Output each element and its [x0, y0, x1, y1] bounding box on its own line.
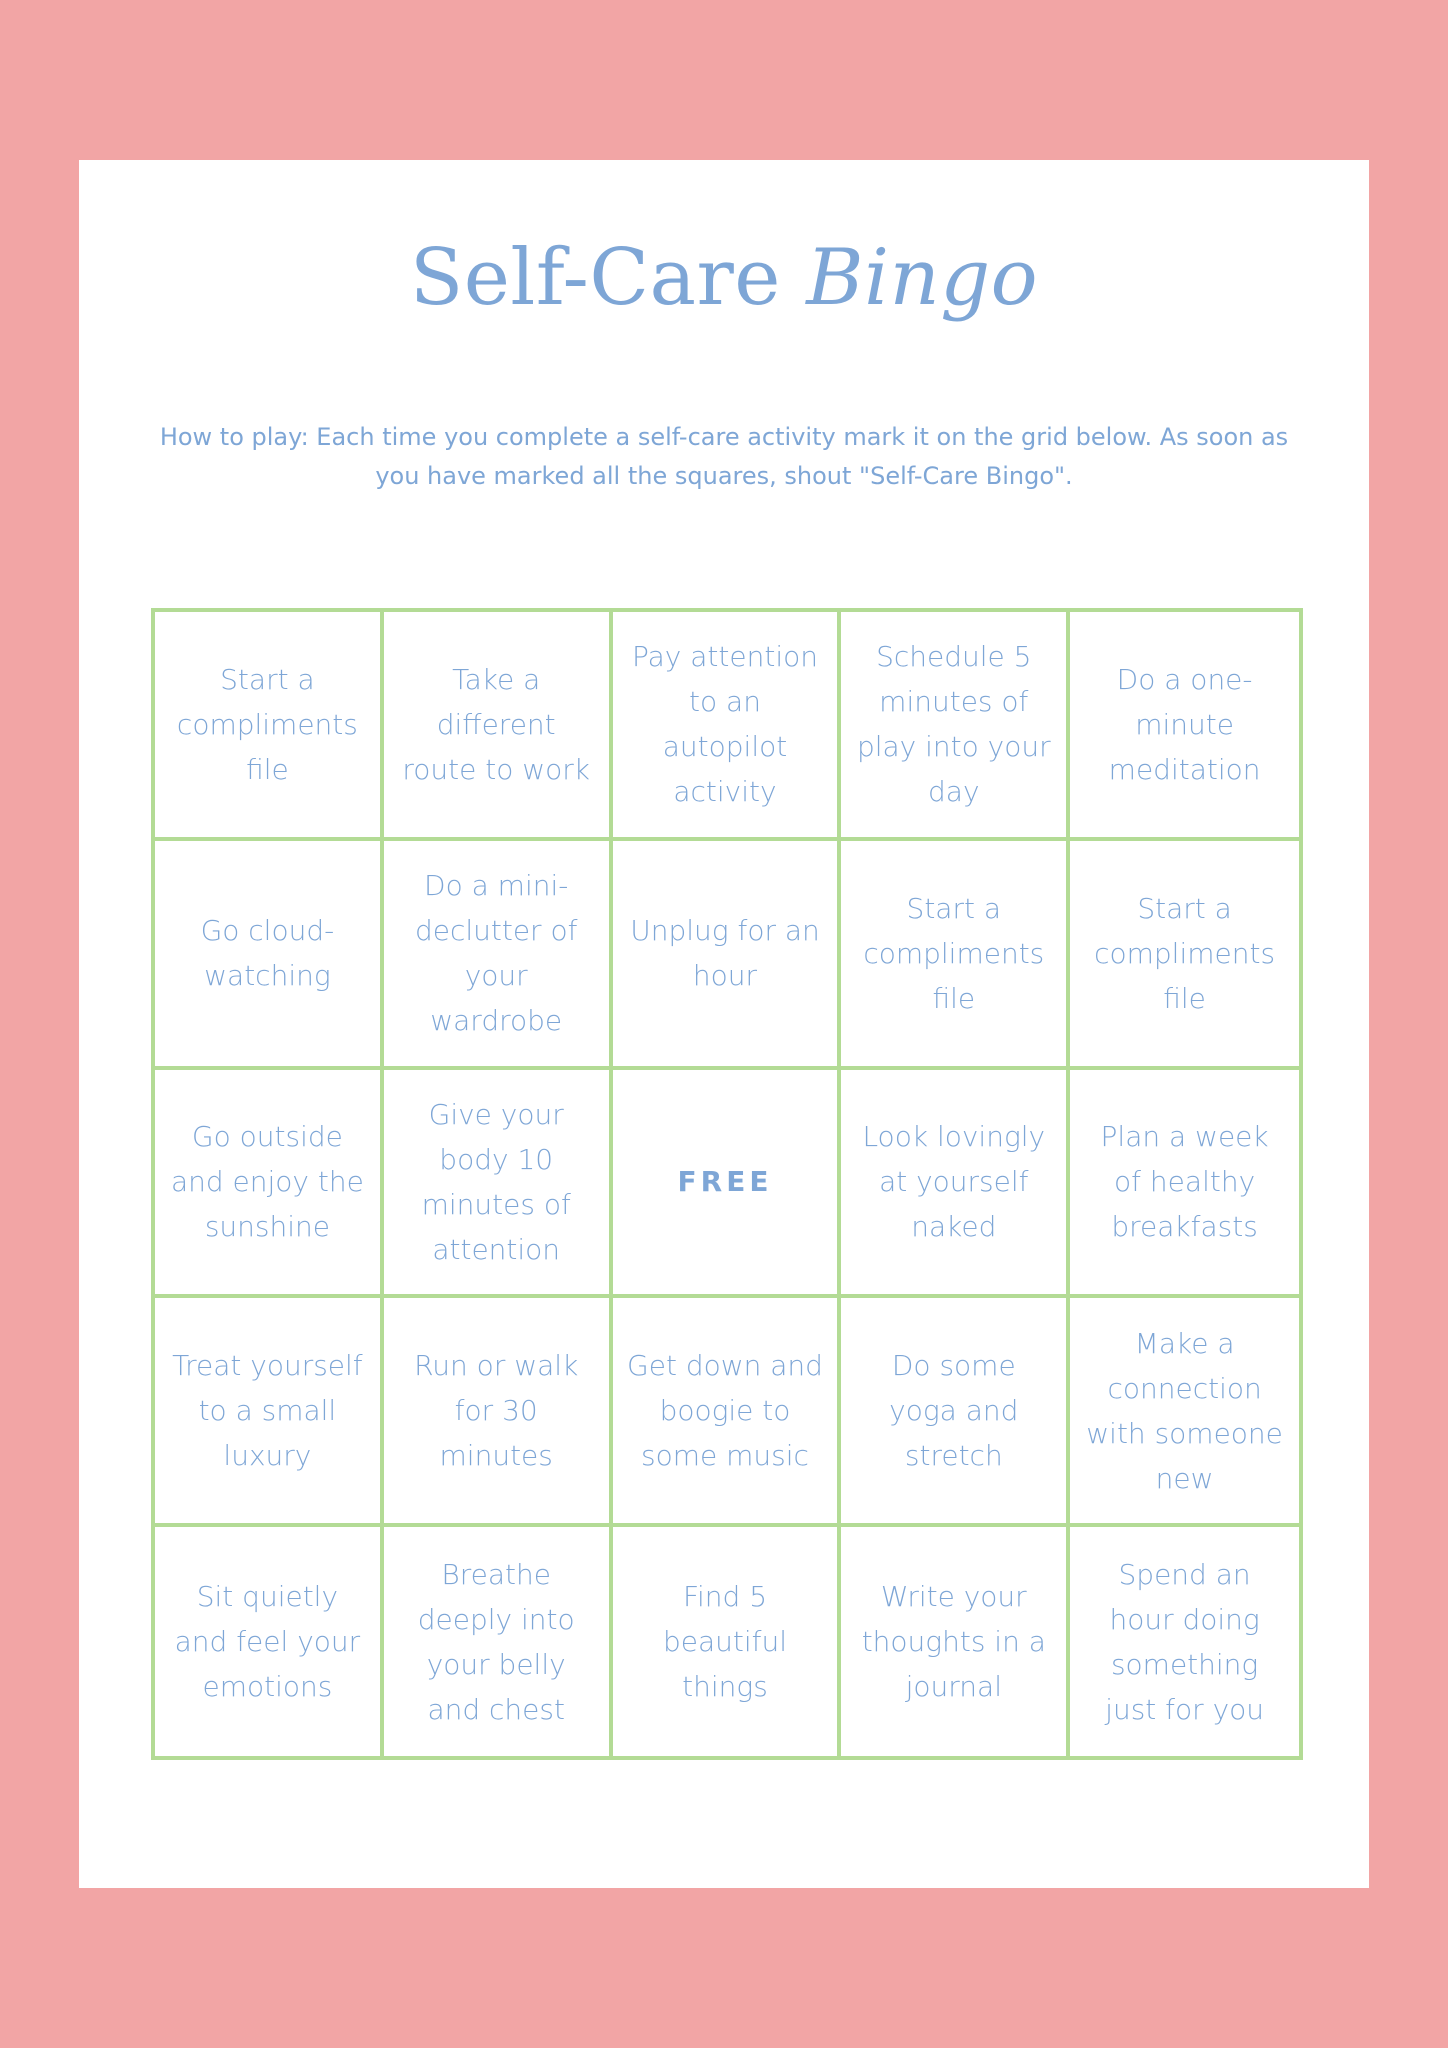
bingo-cell[interactable]: Do a one-minute meditation [1070, 612, 1299, 841]
bingo-cell[interactable]: Take a different route to work [384, 612, 613, 841]
bingo-cell[interactable]: Breathe deeply into your belly and chest [384, 1527, 613, 1756]
title-italic: Bingo [806, 233, 1039, 323]
bingo-cell[interactable]: Find 5 beautiful things [613, 1527, 842, 1756]
page-title [0, 228, 1448, 328]
title-regular: Self-Care [409, 233, 781, 323]
bingo-cell[interactable]: Do a mini-declutter of your wardrobe [384, 841, 613, 1070]
bingo-grid [151, 608, 1303, 1760]
bingo-cell[interactable]: Look lovingly at yourself naked [841, 1070, 1070, 1299]
bingo-cell[interactable]: Go outside and enjoy the sunshine [155, 1070, 384, 1299]
bingo-cell[interactable]: Unplug for an hour [613, 841, 842, 1070]
bingo-cell[interactable]: Plan a week of healthy breakfasts [1070, 1070, 1299, 1299]
bingo-cell[interactable]: Spend an hour doing something just for you [1105, 1557, 1265, 1726]
bingo-cell[interactable]: Start a compliments file [841, 841, 1070, 1070]
bingo-cell[interactable]: Do some yoga and stretch [841, 1298, 1070, 1527]
bingo-cell[interactable]: Get down and boogie to some music [613, 1298, 842, 1527]
instructions-text: How to play: Each time you complete a self-care activity mark it on the grid below. As soon as you have marked all the squares, shout "Self-Care Bingo". [159, 423, 1289, 490]
bingo-cell[interactable]: Sit quietly and feel your emotions [155, 1527, 384, 1756]
bingo-cell[interactable]: Start a compliments file [155, 612, 384, 841]
bingo-cell[interactable]: Treat yourself to a small luxury [155, 1298, 384, 1527]
bingo-cell[interactable]: Write your thoughts in a journal [841, 1527, 1070, 1756]
bingo-cell[interactable]: Go cloud-watching [155, 841, 384, 1070]
bingo-cell[interactable]: Run or walk for 30 minutes [384, 1298, 613, 1527]
bingo-cell[interactable]: Give your body 10 minutes of attention [384, 1070, 613, 1299]
bingo-cell[interactable]: Start a compliments file [1070, 841, 1299, 1070]
bingo-cell[interactable]: Make a connection with someone new [1070, 1298, 1299, 1527]
bingo-cell[interactable]: Schedule 5 minutes of play into your day [841, 612, 1070, 841]
bingo-cell[interactable]: Pay attention to an autopilot activity [613, 612, 842, 841]
bingo-free-cell[interactable]: FREE [613, 1070, 842, 1299]
